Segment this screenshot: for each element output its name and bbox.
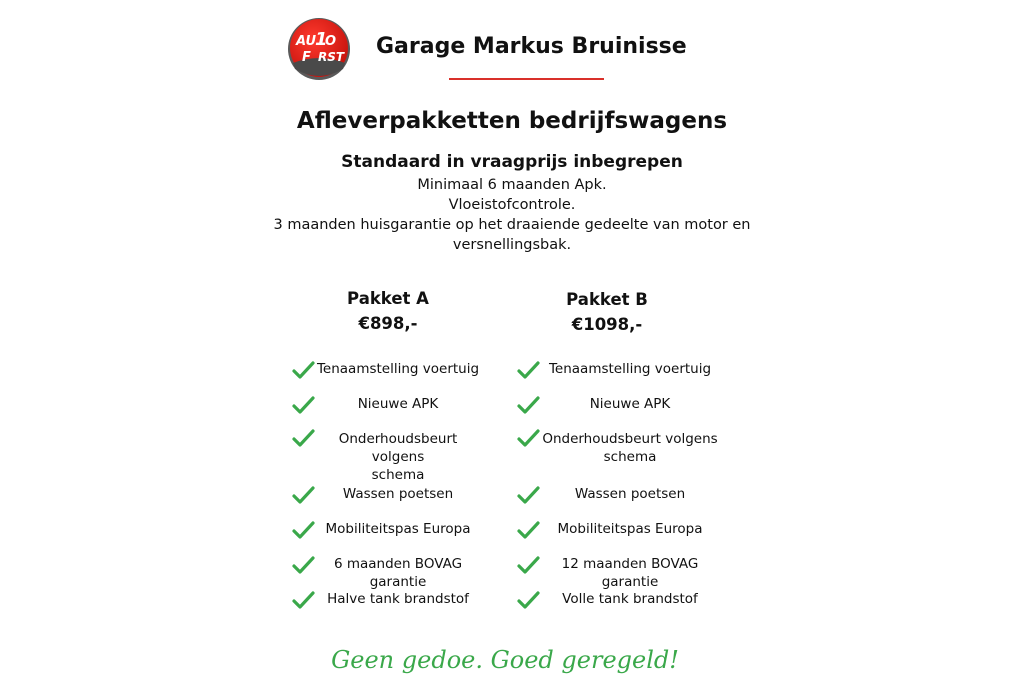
- package-item-label: [313, 430, 483, 484]
- check-icon: [517, 485, 541, 505]
- svg-text:O: O: [325, 34, 337, 49]
- package-item-line: Tenaamstelling voertuig: [548, 361, 712, 377]
- package-item-line: Nieuwe APK: [589, 396, 671, 412]
- package-item-line: Wassen poetsen: [342, 486, 454, 502]
- package-item-label: [540, 485, 720, 503]
- package-item-line: Mobiliteitspas Europa: [325, 521, 471, 537]
- package-item-line: schema: [371, 467, 425, 483]
- package-item-label: [540, 395, 720, 413]
- package-item: [292, 590, 483, 610]
- package-item: [292, 430, 483, 484]
- package-item: [517, 590, 720, 610]
- package-item: [292, 520, 483, 540]
- standard-line: 3 maanden huisgarantie op het draaiende gedeelte van motor en: [273, 217, 751, 233]
- check-icon: [517, 395, 541, 415]
- svg-text:F: F: [302, 50, 311, 65]
- package-item-label: [313, 360, 483, 378]
- autofirst-logo: [287, 17, 351, 81]
- standard-title: Standaard in vraagprijs inbegrepen: [341, 152, 683, 172]
- package-item: [292, 485, 483, 505]
- package-item-line: Volle tank brandstof: [562, 591, 698, 607]
- package-name: Pakket A: [347, 289, 429, 308]
- package-item-label: [540, 590, 720, 608]
- package-price: €1098,-: [571, 315, 643, 334]
- package-item: [517, 485, 720, 505]
- check-icon: [517, 520, 541, 540]
- package-item: [292, 395, 483, 415]
- package-item-line: schema: [603, 449, 657, 465]
- slogan-text: Geen gedoe. Goed geregeld!: [331, 646, 679, 674]
- package-item: [517, 395, 720, 415]
- package-item-label: [540, 520, 720, 538]
- package-item-line: Tenaamstelling voertuig: [316, 361, 480, 377]
- svg-text:1: 1: [315, 29, 328, 50]
- slogan: [331, 640, 679, 680]
- check-icon: [517, 360, 541, 380]
- package-a-header: [288, 286, 488, 336]
- package-item: [292, 360, 483, 380]
- package-item: [517, 430, 720, 466]
- package-item-line: 6 maanden BOVAG garantie: [333, 556, 463, 590]
- svg-text:AU: AU: [296, 34, 317, 49]
- standard-line: Minimaal 6 maanden Apk.: [417, 177, 607, 193]
- garage-name: Garage Markus Bruinisse: [376, 34, 687, 59]
- accent-divider: [449, 78, 604, 80]
- package-item-line: Onderhoudsbeurt volgens: [338, 431, 458, 465]
- package-item: [517, 520, 720, 540]
- package-item-line: 12 maanden BOVAG garantie: [561, 556, 699, 590]
- package-item-line: Onderhoudsbeurt volgens: [542, 431, 718, 447]
- page-title: Afleverpakketten bedrijfswagens: [296, 108, 728, 134]
- package-price: €898,-: [358, 314, 418, 333]
- standard-list: [262, 175, 762, 255]
- package-item-label: [313, 395, 483, 413]
- package-item-line: Nieuwe APK: [357, 396, 439, 412]
- package-item-label: [540, 555, 720, 591]
- svg-text:RST: RST: [318, 50, 345, 64]
- standard-line: versnellingsbak.: [452, 237, 572, 253]
- package-item: [517, 360, 720, 380]
- check-icon: [517, 428, 541, 448]
- package-item-label: [313, 555, 483, 591]
- package-item-label: [313, 590, 483, 608]
- package-item-line: Wassen poetsen: [574, 486, 686, 502]
- package-item-line: Mobiliteitspas Europa: [557, 521, 703, 537]
- standard-line: Vloeistofcontrole.: [448, 197, 576, 213]
- package-item-line: Halve tank brandstof: [327, 591, 469, 607]
- package-item-label: [540, 430, 720, 466]
- package-item-label: [540, 360, 720, 378]
- package-item-label: [313, 520, 483, 538]
- check-icon: [517, 590, 541, 610]
- package-item: [292, 555, 483, 591]
- package-name: Pakket B: [566, 290, 648, 309]
- package-item: [517, 555, 720, 591]
- package-b-header: [507, 287, 707, 337]
- check-icon: [517, 555, 541, 575]
- package-item-label: [313, 485, 483, 503]
